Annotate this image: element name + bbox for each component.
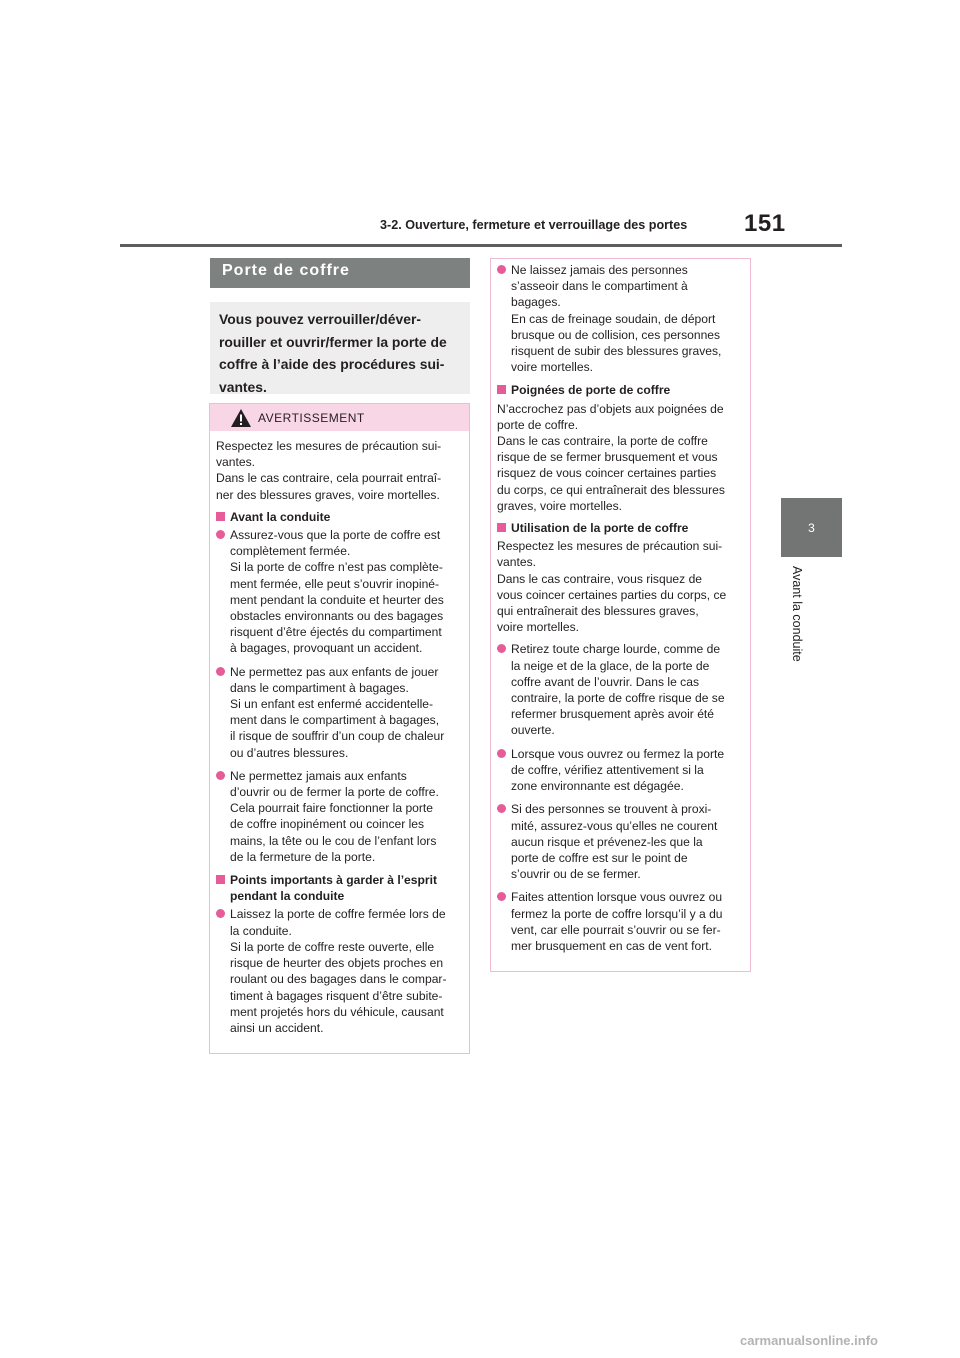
bullet-item: Assurez-vous que la porte de coffre est complètement fermée. Si la porte de coffre n’est pas complète- ment fermée, elle peut s’ouvrir inopiné- ment pendant la conduite et heurter des obstacles environnants ou des bagages risquent d’être éjectés du compartiment à bagages, provoquant un accident.	[216, 527, 463, 657]
circle-bullet-icon	[497, 265, 506, 274]
handles-paragraph: N’accrochez pas d’objets aux poignées de porte de coffre. Dans le cas contraire, la porte de coffre risque de se fermer brusquement et vous risquez de vous coincer certaines parties du corps, ce qui entraînerait des blessures graves, voire mortelles.	[497, 401, 725, 513]
warning-box	[209, 403, 470, 1054]
page-number: 151	[744, 210, 786, 237]
warning-triangle-icon	[230, 408, 252, 428]
warning-box-continued	[490, 258, 751, 972]
square-bullet-icon	[497, 385, 506, 394]
warning-header	[210, 404, 469, 431]
circle-bullet-icon	[497, 804, 506, 813]
bullet-item: Ne laissez jamais des personnes s’asseoir dans le compartiment à bagages. En cas de freinage soudain, de déport brusque ou de collision, ces personnes risquent de subir des blessures graves, voire mortelles.	[497, 262, 744, 375]
bullet-item: Ne permettez pas aux enfants de jouer dans le compartiment à bagages. Si un enfant est enfermé accidentelle- ment dans le compartiment à bagages, il risque de souffrir d’un coup de chaleur ou d’autres blessures.	[216, 664, 463, 761]
footer-watermark[interactable]: carmanualsonline.info	[740, 1333, 878, 1348]
circle-bullet-icon	[497, 644, 506, 653]
warning-intro: Respectez les mesures de précaution sui- vantes. Dans le cas contraire, cela pourrait entraî- ner des blessures graves, voire mortelles.	[216, 439, 442, 502]
circle-bullet-icon	[497, 892, 506, 901]
bullet-item: Laissez la porte de coffre fermée lors de la conduite. Si la porte de coffre reste ouverte, elle risque de heurter des objets proches en roulant ou des bagages dans le compar- timent à bagages risquent d’être subite- ment projetés hors du véhicule, causant ainsi un accident.	[216, 906, 463, 1036]
circle-bullet-icon	[216, 667, 225, 676]
circle-bullet-icon	[216, 771, 225, 780]
square-bullet-icon	[216, 875, 225, 884]
running-header-title: 3-2. Ouverture, fermeture et verrouillage des portes	[380, 218, 688, 232]
square-bullet-icon	[216, 512, 225, 521]
circle-bullet-icon	[216, 530, 225, 539]
warning-body-left	[210, 431, 469, 1036]
bullet-item: Lorsque vous ouvrez ou fermez la porte de coffre, vérifiez attentivement si la zone environnante est dégagée.	[497, 746, 744, 795]
warning-label: AVERTISSEMENT	[258, 411, 365, 425]
chapter-tab[interactable]	[781, 498, 842, 557]
subheading-while-driving: Points importants à garder à l’esprit pendant la conduite	[216, 872, 463, 904]
square-bullet-icon	[497, 523, 506, 532]
subheading-before-driving: Avant la conduite	[216, 509, 463, 525]
subheading-use: Utilisation de la porte de coffre	[497, 520, 744, 536]
bullet-item: Retirez toute charge lourde, comme de la neige et de la glace, de la porte de coffre avant de l’ouvrir. Dans le cas contraire, la porte de coffre risque de se refermer brusquement après avoir été ouverte.	[497, 641, 744, 738]
bullet-item: Ne permettez jamais aux enfants d’ouvrir ou de fermer la porte de coffre. Cela pourrait faire fonctionner la porte de coffre inopinément ou coincer les mains, la tête ou le cou de l’enfant lors de la fermeture de la porte.	[216, 768, 463, 865]
chapter-label: Avant la conduite	[790, 566, 804, 662]
chapter-number: 3	[808, 520, 815, 535]
circle-bullet-icon	[216, 909, 225, 918]
header-divider	[120, 244, 842, 247]
subheading-handles: Poignées de porte de coffre	[497, 382, 744, 398]
bullet-item: Si des personnes se trouvent à proxi- mité, assurez-vous qu’elles ne courent aucun risque et prévenez-les que la porte de coffre est sur le point de s’ouvrir ou de se fermer.	[497, 801, 744, 882]
warning-body-right	[491, 259, 750, 954]
use-paragraph: Respectez les mesures de précaution sui- vantes. Dans le cas contraire, vous risquez de vous coincer certaines parties du corps, ce qui entraînerait des blessures graves, voire mortelles.	[497, 539, 727, 635]
section-intro: Vous pouvez verrouiller/déver- rouiller et ouvrir/fermer la porte de coffre à l’aide des procédures sui- vantes.	[210, 302, 470, 394]
section-title: Porte de coffre	[210, 258, 470, 288]
circle-bullet-icon	[497, 749, 506, 758]
bullet-item: Faites attention lorsque vous ouvrez ou fermez la porte de coffre lorsqu’il y a du vent, car elle pourrait s’ouvrir ou se fer- mer brusquement en cas de vent fort.	[497, 889, 744, 954]
